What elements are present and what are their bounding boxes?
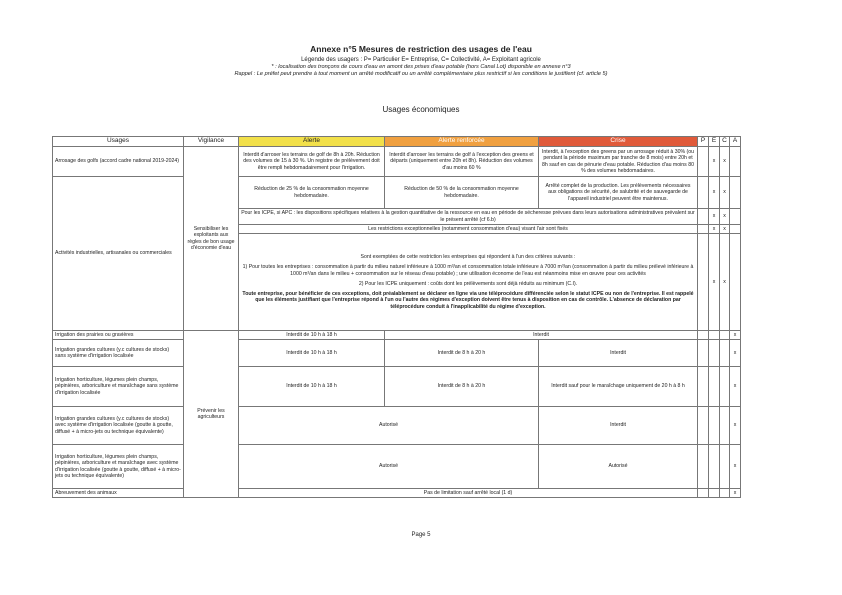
e-cell: x [709,209,720,225]
renforcee-cell: Interdit d'arroser les terrains de golf à l'exception des greens et départs (uniquement entre 20h et 8h). Réduction des volumes d'au moins 60 % [385,147,539,177]
crise-cell: Interdit sauf pour le maraîchage uniquement de 20 h à 8 h [539,367,698,407]
usage-cell: Irrigation des prairies ou gravières [53,331,184,340]
p-cell [698,225,709,234]
alerte-cell: Interdit de 10 h à 18 h [239,340,385,367]
usage-cell: Arrosage des golfs (accord cadre national 2019-2024) [53,147,184,177]
usage-cell: Irrigation grandes cultures (y.c cultures de stocks) avec système d'irrigation localisée (goutte à goutte, diffusé + à micro-jets ou technique équivalente) [53,407,184,445]
renforcee-cell: Interdit de 8 h à 20 h [385,340,539,367]
table-row [53,367,741,407]
c-cell: x [720,147,730,177]
usage-cell: Irrigation horticulture, légumes plein champs, pépinières, arboriculture et maraîchage sans système d'irrigation localisée [53,367,184,407]
table-row [53,407,741,445]
e-cell: x [709,177,720,209]
animaux-cell: Pas de limitation sauf arrêté local (1 d) [239,489,698,498]
a-cell: x [730,489,741,498]
table-header-row [53,137,741,147]
e-cell: x [709,234,720,331]
exemptions-intro: Sont exemptées de cette restriction les entreprises qui répondent à l'un des critères suivants : [360,254,576,261]
p-cell [698,234,709,331]
exemption-declaration: Toute entreprise, pour bénéficier de ces exceptions, doit préalablement se déclarer en ligne via une téléprocédure différenciée selon le statut ICPE ou non de l'entreprise. Il est rappelé que les éléments justifiant que l'entreprise répond à l'un ou l'autre des régimes d'exception doivent être tenus à disposition en cas de contrôle. L'absence de déclaration par téléprocédure conduit à l'inapplicabilité du régime d'exception. [242,291,694,310]
p-cell [698,177,709,209]
a-cell [730,177,741,209]
c-cell: x [720,209,730,225]
col-c: C [720,137,730,147]
usage-cell: Abreuvement des animaux [53,489,184,498]
e-cell: x [709,225,720,234]
renforcee-cell: Réduction de 50 % de la consommation moyenne hebdomadaire. [385,177,539,209]
exceptional-cell: Les restrictions exceptionnelles (notamment consommation d'eau) visant l'air sont fixés [239,225,698,234]
alerte-cell: Interdit d'arroser les terrains de golf de 8h à 20h. Réduction des volumes de 15 à 30 %. Un registre de prélèvement doit être rempli hebdomadairement pour l'irrigation. [239,147,385,177]
restrictions-table [52,136,741,498]
crise-cell: Interdit [539,340,698,367]
e-cell: x [709,147,720,177]
col-usages: Usages [53,137,184,147]
col-p: P [698,137,709,147]
a-cell: x [730,445,741,489]
p-cell [698,147,709,177]
table-row [53,489,741,498]
a-cell: x [730,331,741,340]
col-e: E [709,137,720,147]
table-row [53,331,741,340]
c-cell: x [720,177,730,209]
icpe-cell: Pour les ICPE, si APC : les dispositions spécifiques relatives à la gestion quantitative de la ressource en eau en période de sécheresse prévues dans leurs autorisations administratives prévalent sur le présent arrêté (cf 6.b) [239,209,698,225]
a-cell [730,225,741,234]
a-cell: x [730,340,741,367]
alerte-renforcee-cell: Autorisé [239,445,539,489]
c-cell: x [720,234,730,331]
usage-cell: Irrigation horticulture, légumes plein champs, pépinières, arboriculture et maraîchage avec système d'irrigation localisée (goutte à goutte, diffusé + à micro-jets ou technique équivalente) [53,445,184,489]
crise-cell: Arrêté complet de la production. Les prélèvements nécessaires aux obligations de sécurité, de salubrité et de sauvegarde de l'appareil industriel peuvent être maintenus. [539,177,698,209]
crise-cell: Interdit, à l'exception des greens par un arrosage réduit à 30% (ou pendant la période maximum par tranche de 8 mois) entre 20h et 8h sauf en cas de pénurie d'eau potable. Réduction d'au moins 80 % des volumes hebdomadaires. [539,147,698,177]
usage-cell: Irrigation grandes cultures (y.c cultures de stocks) sans système d'irrigation localisée [53,340,184,367]
renforcee-cell: Interdit de 8 h à 20 h [385,367,539,407]
a-cell: x [730,367,741,407]
alerte-cell: Réduction de 25 % de la consommation moyenne hebdomadaire. [239,177,385,209]
exemptions-cell [239,234,698,331]
col-alerte-renforcee: Alerte renforcée [385,137,539,147]
c-cell: x [720,225,730,234]
table-row [53,147,741,177]
page-title: Annexe n°5 Mesures de restriction des usages de l'eau [310,44,532,54]
col-alerte: Alerte [239,137,385,147]
exemption-criterion-2: 2) Pour les ICPE uniquement : coûts dont les prélèvements sont déjà réduits au minimum (C.I). [358,280,578,287]
a-cell [730,234,741,331]
vigilance-cell: Prévenir les agriculteurs [184,331,239,498]
section-title: Usages économiques [382,105,460,114]
note-rappel: Rappel : Le préfet peut prendre à tout moment un arrêté modificatif ou un arrêté complémentaire plus restrictif si les conditions le justifient (cf. article 5) [234,71,608,77]
p-cell [698,209,709,225]
page-number: Page 5 [411,532,431,538]
vigilance-cell: Sensibiliser les exploitants aux règles de bon usage d'économie d'eau [184,147,239,331]
alerte-renforcee-cell: Autorisé [239,407,539,445]
a-cell: x [730,407,741,445]
a-cell [730,209,741,225]
usage-cell: Activités industrielles, artisanales ou commerciales [53,177,184,331]
col-vigilance: Vigilance [184,137,239,147]
col-a: A [730,137,741,147]
renforcee-crise-cell: Interdit [385,331,698,340]
crise-cell: Interdit [539,407,698,445]
note-localisation: * : localisation des tronçons de cours d'eau en amont des prises d'eau potable (hors Canal Lot) disponible en annexe n°3 [271,64,571,70]
col-crise: Crise [539,137,698,147]
legend-line: Légende des usagers : P= Particulier E= Entreprise, C= Collectivité, A= Exploitant agricole [301,57,541,63]
exemption-criterion-1: 1) Pour toutes les entreprises : consommation à partir du milieu naturel inférieure à 1000 m³/an et consommation totale inférieure à 7000 m³/an (consommation à partir du milieu prélevé inférieure à 1000 m³/an dans le milieu + consommation sur le réseau d'eau potable) ; une utilisation économe de l'eau est néanmoins mise en œuvre pour ces activités [242,264,694,277]
table-row [53,340,741,367]
table-row [53,445,741,489]
a-cell [730,147,741,177]
crise-cell: Autorisé [539,445,698,489]
alerte-cell: Interdit de 10 h à 18 h [239,331,385,340]
alerte-cell: Interdit de 10 h à 18 h [239,367,385,407]
table-row [53,177,741,209]
